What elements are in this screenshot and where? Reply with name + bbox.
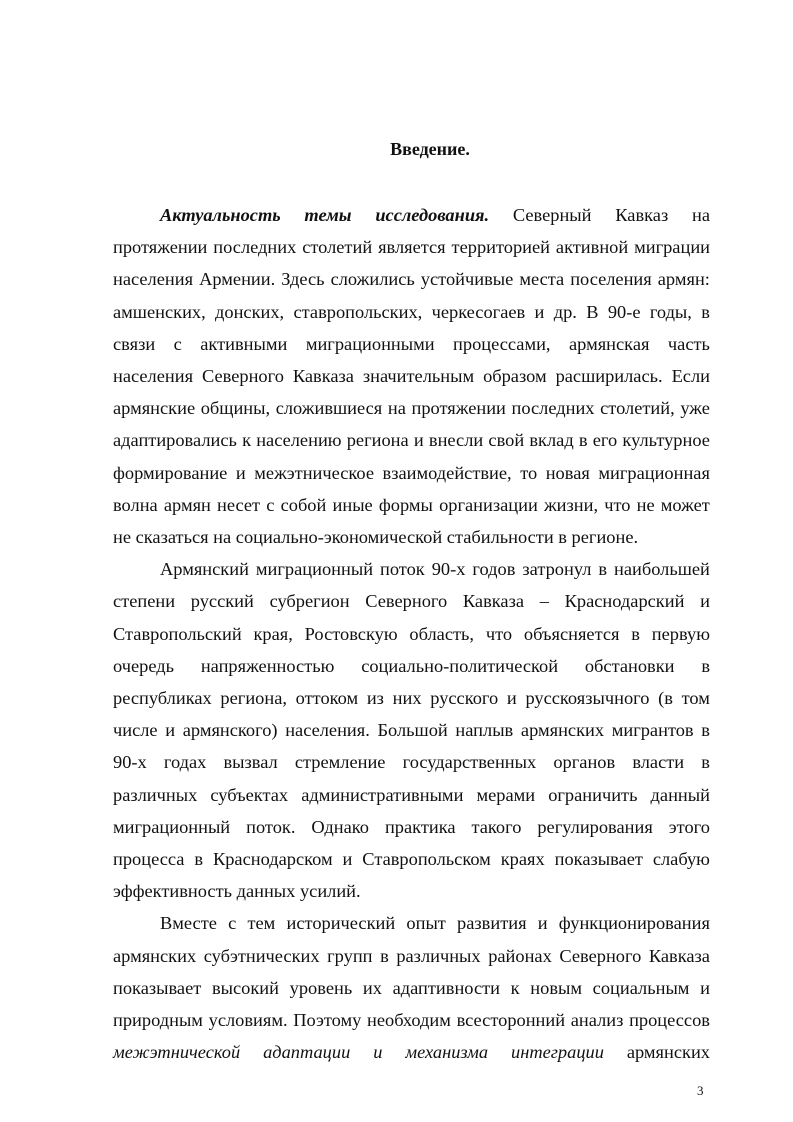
text-word: столетий, (600, 398, 675, 419)
text-word: формы (378, 494, 433, 515)
text-word: Ставропольском (362, 849, 491, 870)
text-word: и (700, 977, 710, 998)
text-word: и (700, 591, 710, 612)
text-line (113, 714, 710, 746)
text-line (113, 907, 710, 939)
text-word: др. (553, 301, 577, 322)
text-word: субъектах (210, 784, 289, 805)
text-line (113, 746, 710, 778)
text-word: социально-политической (361, 655, 559, 676)
text-word: анализ (570, 1010, 624, 1031)
text-word: в (701, 752, 710, 773)
text-word: власти (632, 752, 685, 773)
text-line-last: не сказаться на социально-экономической стабильности в регионе. (113, 527, 639, 548)
text-line (113, 972, 710, 1004)
text-word: числе (113, 720, 158, 741)
text-word: с (173, 333, 182, 354)
text-word: Северного (559, 945, 642, 966)
text-word: поток (380, 559, 425, 580)
text-word: различных (396, 945, 481, 966)
text-word: субрегион (269, 591, 350, 612)
text-word: вызвал (223, 752, 278, 773)
text-word: сложились (330, 269, 415, 290)
text-word: республиках (113, 688, 212, 709)
text-word: исторический (286, 913, 396, 934)
text-line (113, 843, 710, 875)
text-word: армянская (569, 333, 650, 354)
italic-word: адаптации (263, 1042, 351, 1063)
text-word: Ставропольский (113, 623, 242, 644)
text-word: с (266, 494, 275, 515)
text-word: к (242, 430, 252, 451)
text-word: русскоязычного (525, 688, 650, 709)
text-word: практика (384, 816, 456, 837)
text-line (113, 457, 710, 489)
text-word: активной (555, 237, 629, 258)
text-word: напряженностью (200, 655, 335, 676)
text-word: адаптивности (392, 977, 500, 998)
text-word: протяжении (113, 237, 208, 258)
text-line (113, 779, 710, 811)
text-word: часть (667, 333, 710, 354)
text-word: функционирования (558, 913, 710, 934)
italic-word: интеграции (511, 1042, 604, 1063)
text-word: иные (332, 494, 373, 515)
text-word: административными (301, 784, 464, 805)
text-word: районах (488, 945, 552, 966)
text-word: Армянский (160, 559, 249, 580)
text-word: культурное (622, 430, 710, 451)
text-word: столетий (302, 237, 373, 258)
text-word: к (510, 977, 520, 998)
text-word: поселения (570, 269, 652, 290)
text-word: ограничить (548, 784, 638, 805)
text-word: показывает (554, 849, 643, 870)
text-word: Северного (365, 591, 448, 612)
text-word: групп (327, 945, 373, 966)
text-word: армянских (520, 720, 605, 741)
text-word: краях (500, 849, 545, 870)
text-word: обстановки (584, 655, 675, 676)
text-word: в (598, 559, 608, 580)
text-word: и (413, 430, 424, 451)
text-word: мерами (476, 784, 536, 805)
text-word: амшенских, (113, 301, 206, 322)
text-word: развития (457, 913, 527, 934)
text-line (113, 360, 710, 392)
text-word: показывает (113, 977, 202, 998)
text-word: Кавказ (615, 205, 669, 225)
text-word: органов (553, 752, 616, 773)
text-word: в (578, 430, 588, 451)
text-line (113, 1004, 710, 1036)
text-word: жизни, (543, 494, 599, 515)
text-word: первую (651, 623, 710, 644)
text-word: устойчивые (420, 269, 514, 290)
text-word: то (520, 462, 538, 483)
text-word: Северного (201, 366, 284, 387)
text-word: собой (280, 494, 327, 515)
text-word: населению (256, 430, 342, 451)
text-word: Однако (311, 816, 369, 837)
text-word: в (701, 720, 710, 741)
text-word: субэтнических (203, 945, 320, 966)
italic-word: межэтнической (113, 1042, 241, 1063)
emphasis-word: Актуальность (160, 205, 281, 225)
text-word: оттоком (295, 688, 359, 709)
text-word: новая (545, 462, 590, 483)
text-word: миграционный (255, 559, 374, 580)
text-line (113, 328, 710, 360)
text-word: опыт (406, 913, 446, 934)
text-word: его (592, 430, 618, 451)
text-word: Кавказа (292, 366, 354, 387)
text-word: Ростовскую (304, 623, 398, 644)
text-word: региона (346, 430, 409, 451)
italic-word: механизма (405, 1042, 489, 1063)
text-word: уже (680, 398, 710, 419)
text-word: процессов (629, 1010, 710, 1031)
text-word: наибольшей (614, 559, 710, 580)
text-word: с (228, 913, 237, 934)
text-word: миграционная (598, 462, 710, 483)
text-word: Краснодарском (212, 849, 333, 870)
body-text (113, 199, 710, 1068)
text-word: свой (488, 430, 525, 451)
text-word: годов (472, 559, 516, 580)
text-word: адаптировались (113, 430, 237, 451)
text-line (113, 553, 710, 585)
text-word: может (660, 494, 710, 515)
text-word: в (701, 301, 710, 322)
text-word: различных (113, 784, 198, 805)
text-word: слабую (652, 849, 710, 870)
text-word: процессами, (453, 333, 551, 354)
section-title: Введение. (390, 139, 470, 159)
text-word: населения (113, 269, 194, 290)
text-word: Краснодарский (564, 591, 685, 612)
text-word: данный (650, 784, 710, 805)
text-word: Поэтому (293, 1010, 362, 1031)
text-word: их (362, 977, 382, 998)
text-word: на (691, 205, 710, 225)
text-word: необходим (367, 1010, 451, 1031)
text-word: в (380, 945, 389, 966)
text-word: общины, (200, 398, 271, 419)
text-word: армянские (113, 398, 196, 419)
text-word: волна (113, 494, 158, 515)
text-word: – (539, 591, 549, 612)
text-word: Большой (377, 720, 448, 741)
text-word: регулирования (537, 816, 653, 837)
text-word: армянских (626, 1042, 710, 1063)
text-word: расширилась. (555, 366, 663, 387)
text-word: Армении. (199, 269, 276, 290)
text-word: ставропольских, (293, 301, 423, 322)
text-word: армян: (657, 269, 710, 290)
text-word: природным (113, 1010, 203, 1031)
text-word: на (387, 398, 406, 419)
text-word: стремление (294, 752, 386, 773)
text-word: что (604, 494, 631, 515)
text-word: Северный (512, 205, 592, 225)
text-word: этого (668, 816, 710, 837)
text-line-last: эффективность данных усилий. (113, 881, 361, 902)
text-line (113, 940, 710, 972)
text-word: всесторонний (456, 1010, 566, 1031)
text-word: не (636, 494, 655, 515)
text-word: уровень (289, 977, 353, 998)
text-line (113, 811, 710, 843)
text-word: новым (530, 977, 582, 998)
text-word: в (701, 655, 710, 676)
text-word: Здесь (281, 269, 325, 290)
text-word: мигрантов (611, 720, 694, 741)
text-word: в (631, 623, 640, 644)
text-word: тем (247, 913, 276, 934)
text-word: и (342, 849, 353, 870)
text-line (113, 682, 710, 714)
text-word: донских, (215, 301, 285, 322)
text-word: взаимодействие, (382, 462, 512, 483)
text-word: формирование (113, 462, 228, 483)
text-line (113, 392, 710, 424)
paragraph-3-italic-line (113, 1036, 710, 1068)
text-word: Если (671, 366, 710, 387)
text-word: организации (439, 494, 538, 515)
text-word: них (392, 688, 422, 709)
text-line (113, 650, 710, 682)
text-word: населения (113, 366, 194, 387)
text-word: армянского) (182, 720, 278, 741)
text-word: Кавказа (462, 591, 525, 612)
text-line (113, 263, 710, 295)
text-word: область, (409, 623, 475, 644)
text-word: миграционный (113, 816, 231, 837)
text-word: миграционными (305, 333, 435, 354)
text-word: В (586, 301, 599, 322)
text-word: степени (113, 591, 176, 612)
text-line (113, 585, 710, 617)
text-word: высокий (211, 977, 279, 998)
text-word: и (537, 913, 548, 934)
text-word: годы, (649, 301, 692, 322)
emphasis-word: исследования. (375, 205, 490, 225)
text-word: последних (511, 398, 595, 419)
text-word: 90-х (431, 559, 466, 580)
text-word: русского (430, 688, 499, 709)
text-word: наплыв (455, 720, 514, 741)
text-word: миграции (634, 237, 710, 258)
text-word: территорией (451, 237, 551, 258)
text-word: такого (471, 816, 522, 837)
text-word: (в (658, 688, 673, 709)
text-word: межэтническое (254, 462, 375, 483)
text-word: является (378, 237, 446, 258)
text-word: социальным (592, 977, 690, 998)
text-word: активными (200, 333, 288, 354)
text-word: населения. (285, 720, 370, 741)
text-word: 90-х (113, 752, 147, 773)
text-word: очередь (113, 655, 174, 676)
italic-word: и (373, 1042, 383, 1063)
text-word: и (534, 301, 545, 322)
text-line (113, 231, 710, 263)
text-word: процесса (113, 849, 185, 870)
text-word: армянских (113, 945, 197, 966)
text-word: последних (213, 237, 297, 258)
text-word: государственных (402, 752, 537, 773)
text-word: вклад (529, 430, 574, 451)
page-number: 3 (697, 1083, 704, 1098)
text-word: поток. (246, 816, 296, 837)
text-word: и (506, 688, 517, 709)
text-word: края, (253, 623, 293, 644)
text-word: внесли (428, 430, 484, 451)
text-word: годах (163, 752, 207, 773)
text-word: затронул (522, 559, 592, 580)
text-line (113, 618, 710, 650)
text-line (113, 296, 710, 328)
text-word: и (165, 720, 176, 741)
text-word: образом (483, 366, 547, 387)
text-word: места (519, 269, 565, 290)
text-line (113, 424, 710, 456)
text-word: региона, (220, 688, 287, 709)
text-word: черкесогаев (431, 301, 526, 322)
text-word: значительным (362, 366, 475, 387)
text-word: армян (163, 494, 211, 515)
paragraph-1-line-1 (113, 199, 710, 231)
emphasis-word: темы (304, 205, 352, 225)
text-line (113, 489, 710, 521)
text-word: 90-е (607, 301, 641, 322)
text-word: Вместе (160, 913, 217, 934)
text-word: том (681, 688, 710, 709)
text-word: Кавказа (648, 945, 710, 966)
text-word: протяжении (411, 398, 506, 419)
text-word: в (194, 849, 204, 870)
text-word: и (235, 462, 246, 483)
text-word: несет (217, 494, 261, 515)
text-word: объясняется (523, 623, 620, 644)
text-word: что (485, 623, 513, 644)
text-word: связи (113, 333, 156, 354)
text-word: русский (190, 591, 254, 612)
text-word: сложившиеся (275, 398, 383, 419)
text-word: из (366, 688, 384, 709)
text-word: условиям. (208, 1010, 288, 1031)
